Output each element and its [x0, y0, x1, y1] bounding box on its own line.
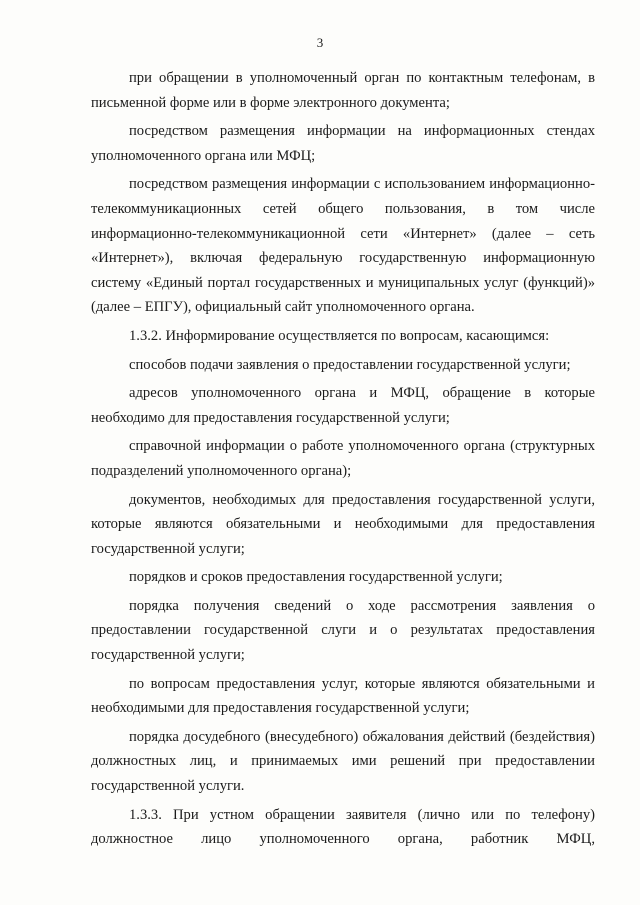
paragraph-addresses: адресов уполномоченного органа и МФЦ, обращение в которые необходимо для предоставления государственной услуги;	[91, 385, 595, 426]
document-body	[91, 66, 595, 856]
paragraph-submission-methods: способов подачи заявления о предоставлении государственной услуги;	[129, 356, 571, 373]
paragraph-appeal-procedure: порядка досудебного (внесудебного) обжалования действий (бездействия) должностных лиц, и принимаемых ими решений при предоставлении государственной услуги.	[91, 728, 595, 795]
paragraph-procedures-terms: порядков и сроков предоставления государственной услуги;	[129, 569, 503, 586]
paragraph-documents: документов, необходимых для предоставления государственной услуги, которые являются обязательными и необходимыми для предоставления государственной услуги;	[91, 491, 595, 557]
paragraph-1-3-3: 1.3.3. При устном обращении заявителя (лично или по телефону) должностное лицо уполномоченного органа, работник МФЦ,	[91, 806, 595, 848]
paragraph-internet: посредством размещения информации с использованием информационно-телекоммуникационных сетей общего пользования, в том числе информационно-телекоммуникационной сети «Интернет» (далее – сеть «Интернет»), включая федеральную государственную информационную систему «Единый портал государственных и муниципальных услуг (функций)» (далее – ЕПГУ), официальный сайт уполномоченного органа.	[91, 176, 595, 316]
page-number: 3	[316, 35, 324, 50]
paragraph-reference-info: справочной информации о работе уполномоченного органа (структурных подразделений уполномоченного органа);	[91, 438, 595, 479]
paragraph-mandatory-services: по вопросам предоставления услуг, которые являются обязательными и необходимыми для предоставления государственной услуги;	[91, 675, 595, 717]
paragraph-1-3-2: 1.3.2. Информирование осуществляется по вопросам, касающимся:	[129, 327, 550, 344]
paragraph-progress-info: порядка получения сведений о ходе рассмотрения заявления о предоставлении государственной слуги и о результатах предоставления государственной услуги;	[91, 597, 595, 664]
paragraph-contact-methods: при обращении в уполномоченный орган по контактным телефонам, в письменной форме или в форме электронного документа;	[91, 70, 595, 111]
paragraph-info-stands: посредством размещения информации на информационных стендах уполномоченного органа или МФЦ;	[91, 123, 595, 164]
